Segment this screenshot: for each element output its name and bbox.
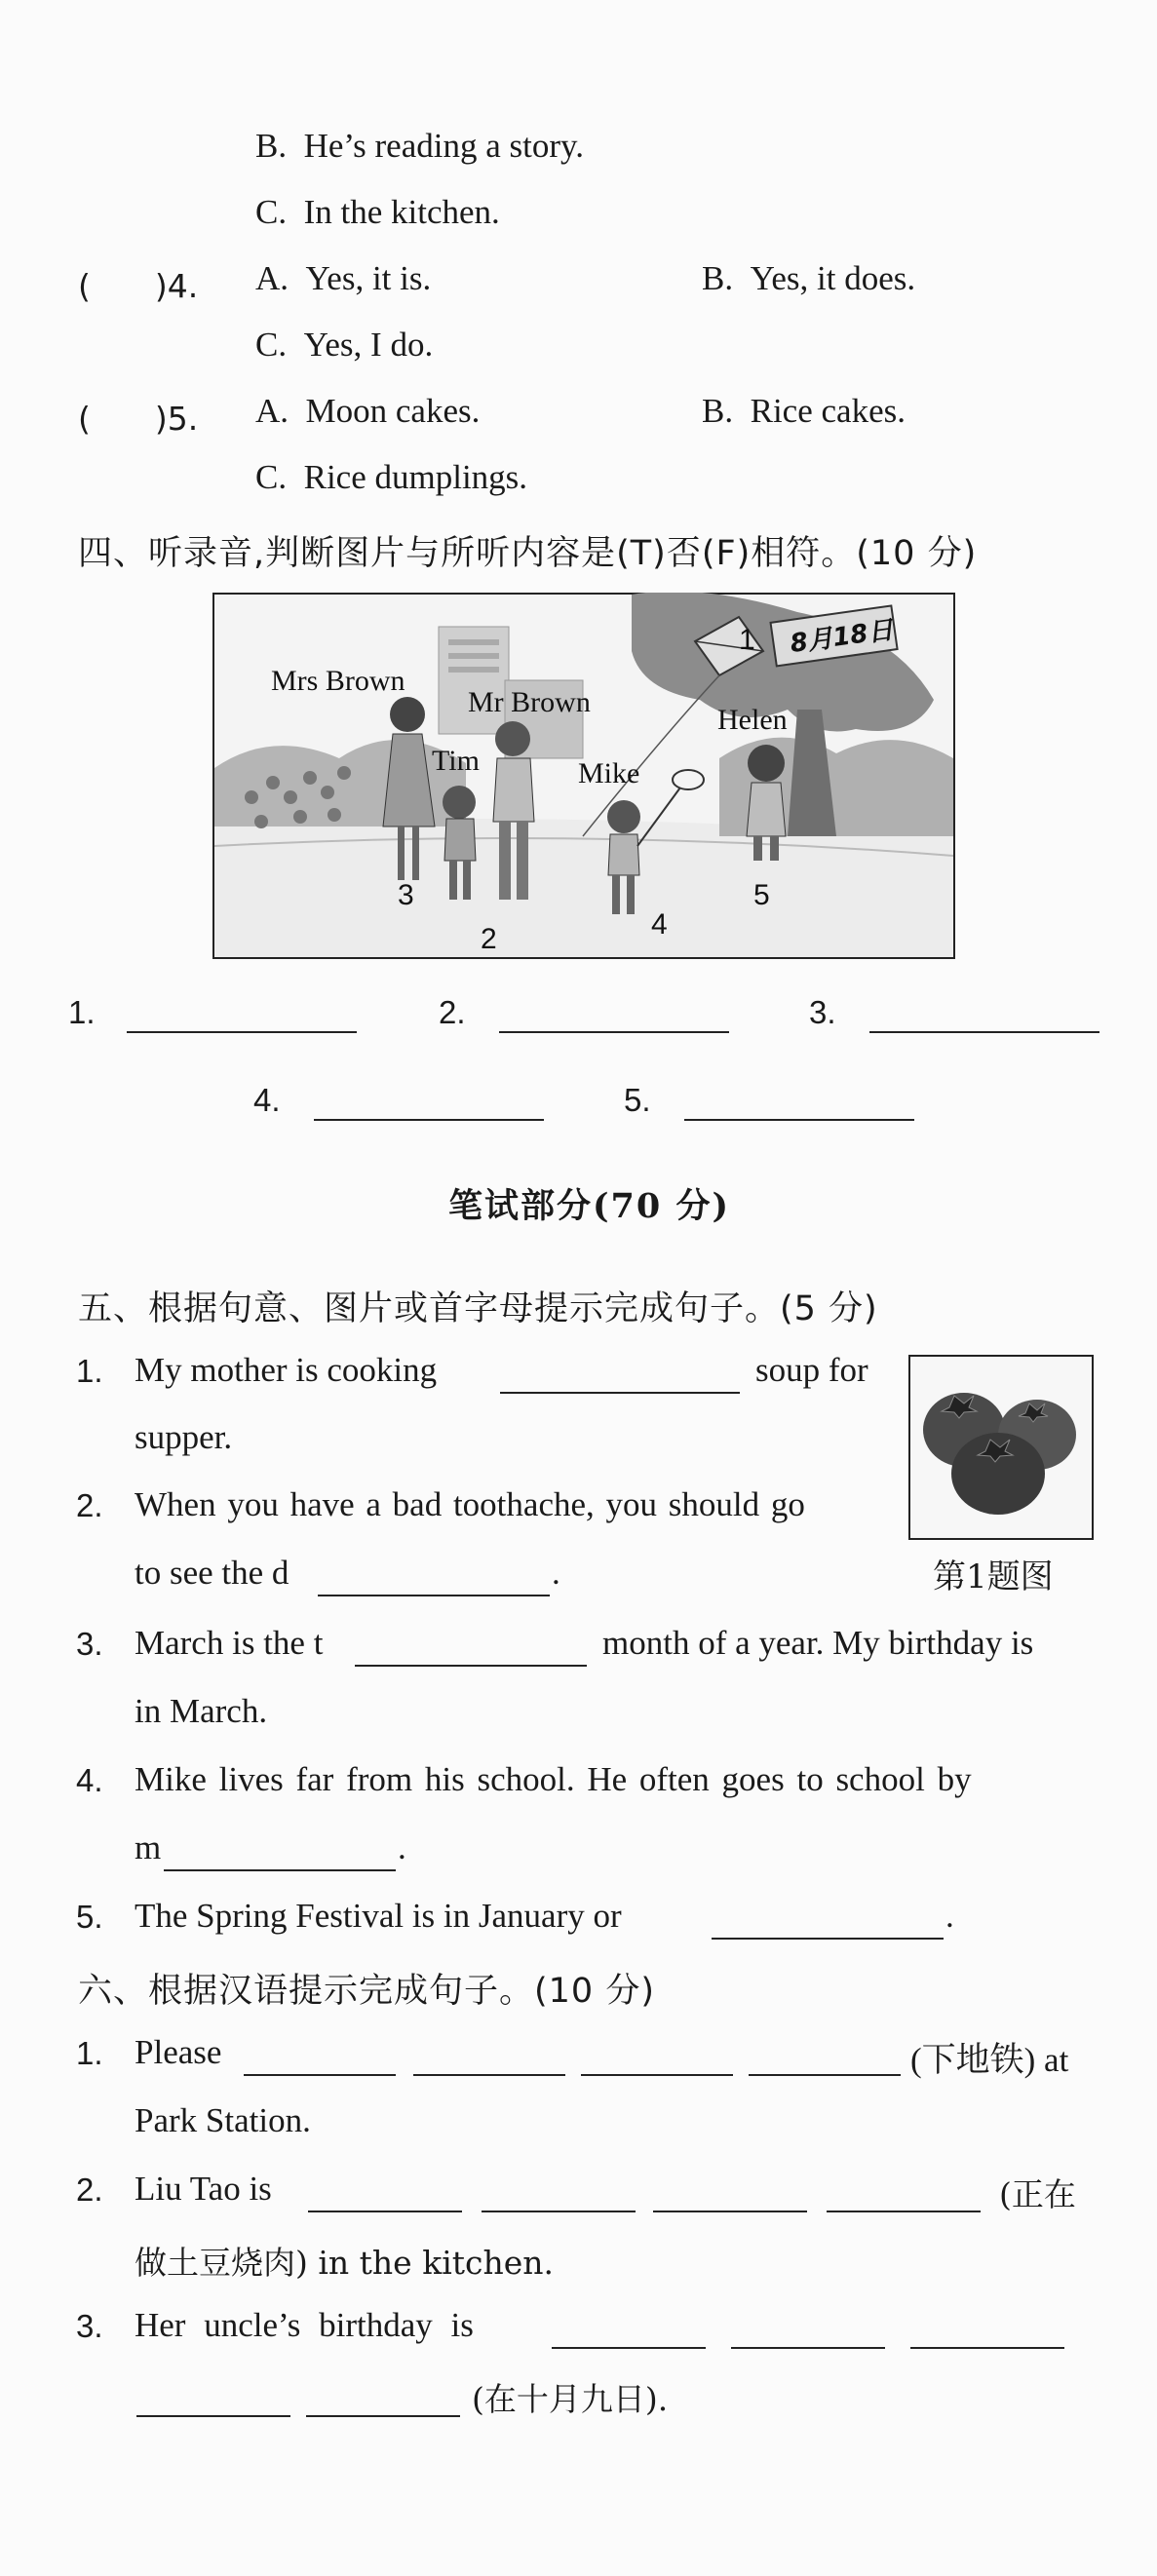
- answer-line-4[interactable]: [314, 1119, 544, 1121]
- s5-item-3-num: 3.: [76, 1626, 103, 1662]
- q4-option-a: [255, 259, 431, 298]
- s5-item-1-pre: My mother is cooking: [135, 1351, 438, 1389]
- s5-item-5-blank[interactable]: [712, 1938, 944, 1940]
- s6-item-1-hint: (下地铁) at: [910, 2041, 1069, 2079]
- option-c-q3: [255, 193, 500, 232]
- tomato-illustration: [910, 1357, 1092, 1538]
- s6-item-1-blank-4[interactable]: [749, 2074, 901, 2076]
- s5-item-1-post: soup for: [755, 1351, 868, 1389]
- figure-caption: 第1题图: [933, 1557, 1054, 1596]
- s5-item-1-blank[interactable]: [500, 1392, 740, 1394]
- s6-item-2-hint: (正在: [999, 2175, 1076, 2213]
- park-scene-illustration: [212, 593, 955, 959]
- label-date-sign: 8月18日: [788, 615, 896, 660]
- s6-item-3-pre: Her uncle’s birthday is: [135, 2306, 474, 2344]
- option-text: Rice dumplings.: [303, 458, 528, 496]
- section-4-heading: 四、听录音,判断图片与所听内容是(T)否(F)相符。(10 分): [78, 534, 978, 573]
- answer-label-1: 1.: [68, 994, 96, 1030]
- q5-option-a: [255, 392, 480, 431]
- written-part-title: 笔试部分(70 分): [448, 1186, 731, 1226]
- section-6-heading: 六、根据汉语提示完成句子。(10 分): [78, 1972, 655, 2011]
- section-5-heading: 五、根据句意、图片或首字母提示完成句子。(5 分): [78, 1289, 878, 1328]
- s6-item-2-blank-1[interactable]: [308, 2211, 462, 2212]
- picture-number-3: 3: [398, 879, 414, 911]
- option-b-q3: [255, 127, 584, 166]
- s5-item-1-num: 1.: [76, 1353, 103, 1389]
- option-letter: A.: [255, 259, 289, 297]
- s6-item-1-blank-3[interactable]: [581, 2074, 733, 2076]
- s5-item-5-pre: The Spring Festival is in January or: [135, 1897, 622, 1935]
- answer-label-2: 2.: [439, 994, 466, 1030]
- s6-item-2-blank-2[interactable]: [482, 2211, 636, 2212]
- s6-item-3-hint: (在十月九日).: [472, 2380, 669, 2418]
- s6-item-1-line2: Park Station.: [135, 2101, 311, 2139]
- s6-item-2-num: 2.: [76, 2172, 103, 2208]
- option-letter: A.: [255, 392, 289, 430]
- option-letter: B.: [702, 392, 734, 430]
- s6-item-2-line2: 做土豆烧肉) in the kitchen.: [135, 2244, 555, 2282]
- label-mr-brown: Mr Brown: [468, 686, 591, 718]
- q4-option-c: [255, 326, 433, 365]
- s6-item-1-num: 1.: [76, 2035, 103, 2071]
- option-text: He’s reading a story.: [303, 127, 584, 165]
- option-letter: B.: [255, 127, 288, 165]
- picture-number-5: 5: [753, 879, 770, 911]
- label-tim: Tim: [432, 745, 480, 777]
- s5-item-2-line2-post: .: [552, 1554, 560, 1592]
- answer-label-5: 5.: [624, 1082, 651, 1118]
- option-text: Yes, it does.: [750, 259, 916, 297]
- option-letter: C.: [255, 326, 288, 364]
- s5-item-3-blank[interactable]: [355, 1665, 587, 1667]
- answer-line-3[interactable]: [869, 1031, 1099, 1033]
- s5-item-2-blank[interactable]: [318, 1595, 550, 1596]
- listening-picture: [212, 593, 955, 959]
- answer-label-4: 4.: [253, 1082, 281, 1118]
- s5-item-5-num: 5.: [76, 1899, 103, 1935]
- s6-item-3-blank-2[interactable]: [731, 2347, 885, 2349]
- option-text: Yes, I do.: [303, 326, 434, 364]
- s6-item-3-blank-1[interactable]: [552, 2347, 706, 2349]
- s6-item-1-pre: Please: [135, 2033, 222, 2071]
- s6-item-2-blank-3[interactable]: [653, 2211, 807, 2212]
- tomato-figure: [908, 1355, 1094, 1540]
- option-letter: B.: [702, 259, 734, 297]
- s6-item-3-blank-5[interactable]: [306, 2415, 460, 2417]
- option-letter: C.: [255, 193, 288, 231]
- s5-item-4-blank[interactable]: [164, 1869, 396, 1871]
- answer-line-1[interactable]: [127, 1031, 357, 1033]
- s5-item-3-pre: March is the t: [135, 1624, 324, 1662]
- label-mrs-brown: Mrs Brown: [271, 665, 405, 697]
- s5-item-4-line2-pre: m: [135, 1828, 162, 1866]
- q4-option-b: [702, 259, 915, 298]
- option-letter: C.: [255, 458, 288, 496]
- s5-item-2-line2-pre: to see the d: [135, 1554, 289, 1592]
- option-text: In the kitchen.: [303, 193, 500, 231]
- q5-option-b: [702, 392, 906, 431]
- s5-item-1-line2: supper.: [135, 1418, 233, 1456]
- picture-number-1: 1: [739, 624, 755, 656]
- s5-item-2-pre: When you have a bad toothache, you should go: [135, 1485, 805, 1523]
- option-text: Moon cakes.: [305, 392, 481, 430]
- picture-number-4: 4: [651, 908, 668, 941]
- s5-item-3-post: month of a year. My birthday is: [602, 1624, 1034, 1662]
- q4-answer-paren[interactable]: ( )4.: [78, 267, 199, 305]
- s6-item-1-blank-2[interactable]: [413, 2074, 565, 2076]
- option-text: Yes, it is.: [305, 259, 432, 297]
- s5-item-2-num: 2.: [76, 1487, 103, 1523]
- label-mike: Mike: [578, 757, 640, 789]
- s5-item-5-post: .: [945, 1897, 954, 1935]
- s6-item-3-blank-4[interactable]: [136, 2415, 290, 2417]
- s5-item-4-num: 4.: [76, 1762, 103, 1798]
- q5-option-c: [255, 458, 527, 497]
- s6-item-3-num: 3.: [76, 2308, 103, 2344]
- s6-item-3-blank-3[interactable]: [910, 2347, 1064, 2349]
- s6-item-1-blank-1[interactable]: [244, 2074, 396, 2076]
- q5-answer-paren[interactable]: ( )5.: [78, 400, 199, 438]
- picture-number-2: 2: [481, 923, 497, 955]
- answer-label-3: 3.: [809, 994, 836, 1030]
- s6-item-2-pre: Liu Tao is: [135, 2170, 272, 2208]
- answer-line-2[interactable]: [499, 1031, 729, 1033]
- s5-item-4-pre: Mike lives far from his school. He often goes to school by: [135, 1760, 972, 1798]
- s5-item-4-line2-post: .: [398, 1828, 406, 1866]
- s6-item-2-blank-4[interactable]: [827, 2211, 981, 2212]
- answer-line-5[interactable]: [684, 1119, 914, 1121]
- option-text: Rice cakes.: [750, 392, 906, 430]
- s5-item-3-line2: in March.: [135, 1692, 268, 1730]
- label-helen: Helen: [717, 704, 788, 736]
